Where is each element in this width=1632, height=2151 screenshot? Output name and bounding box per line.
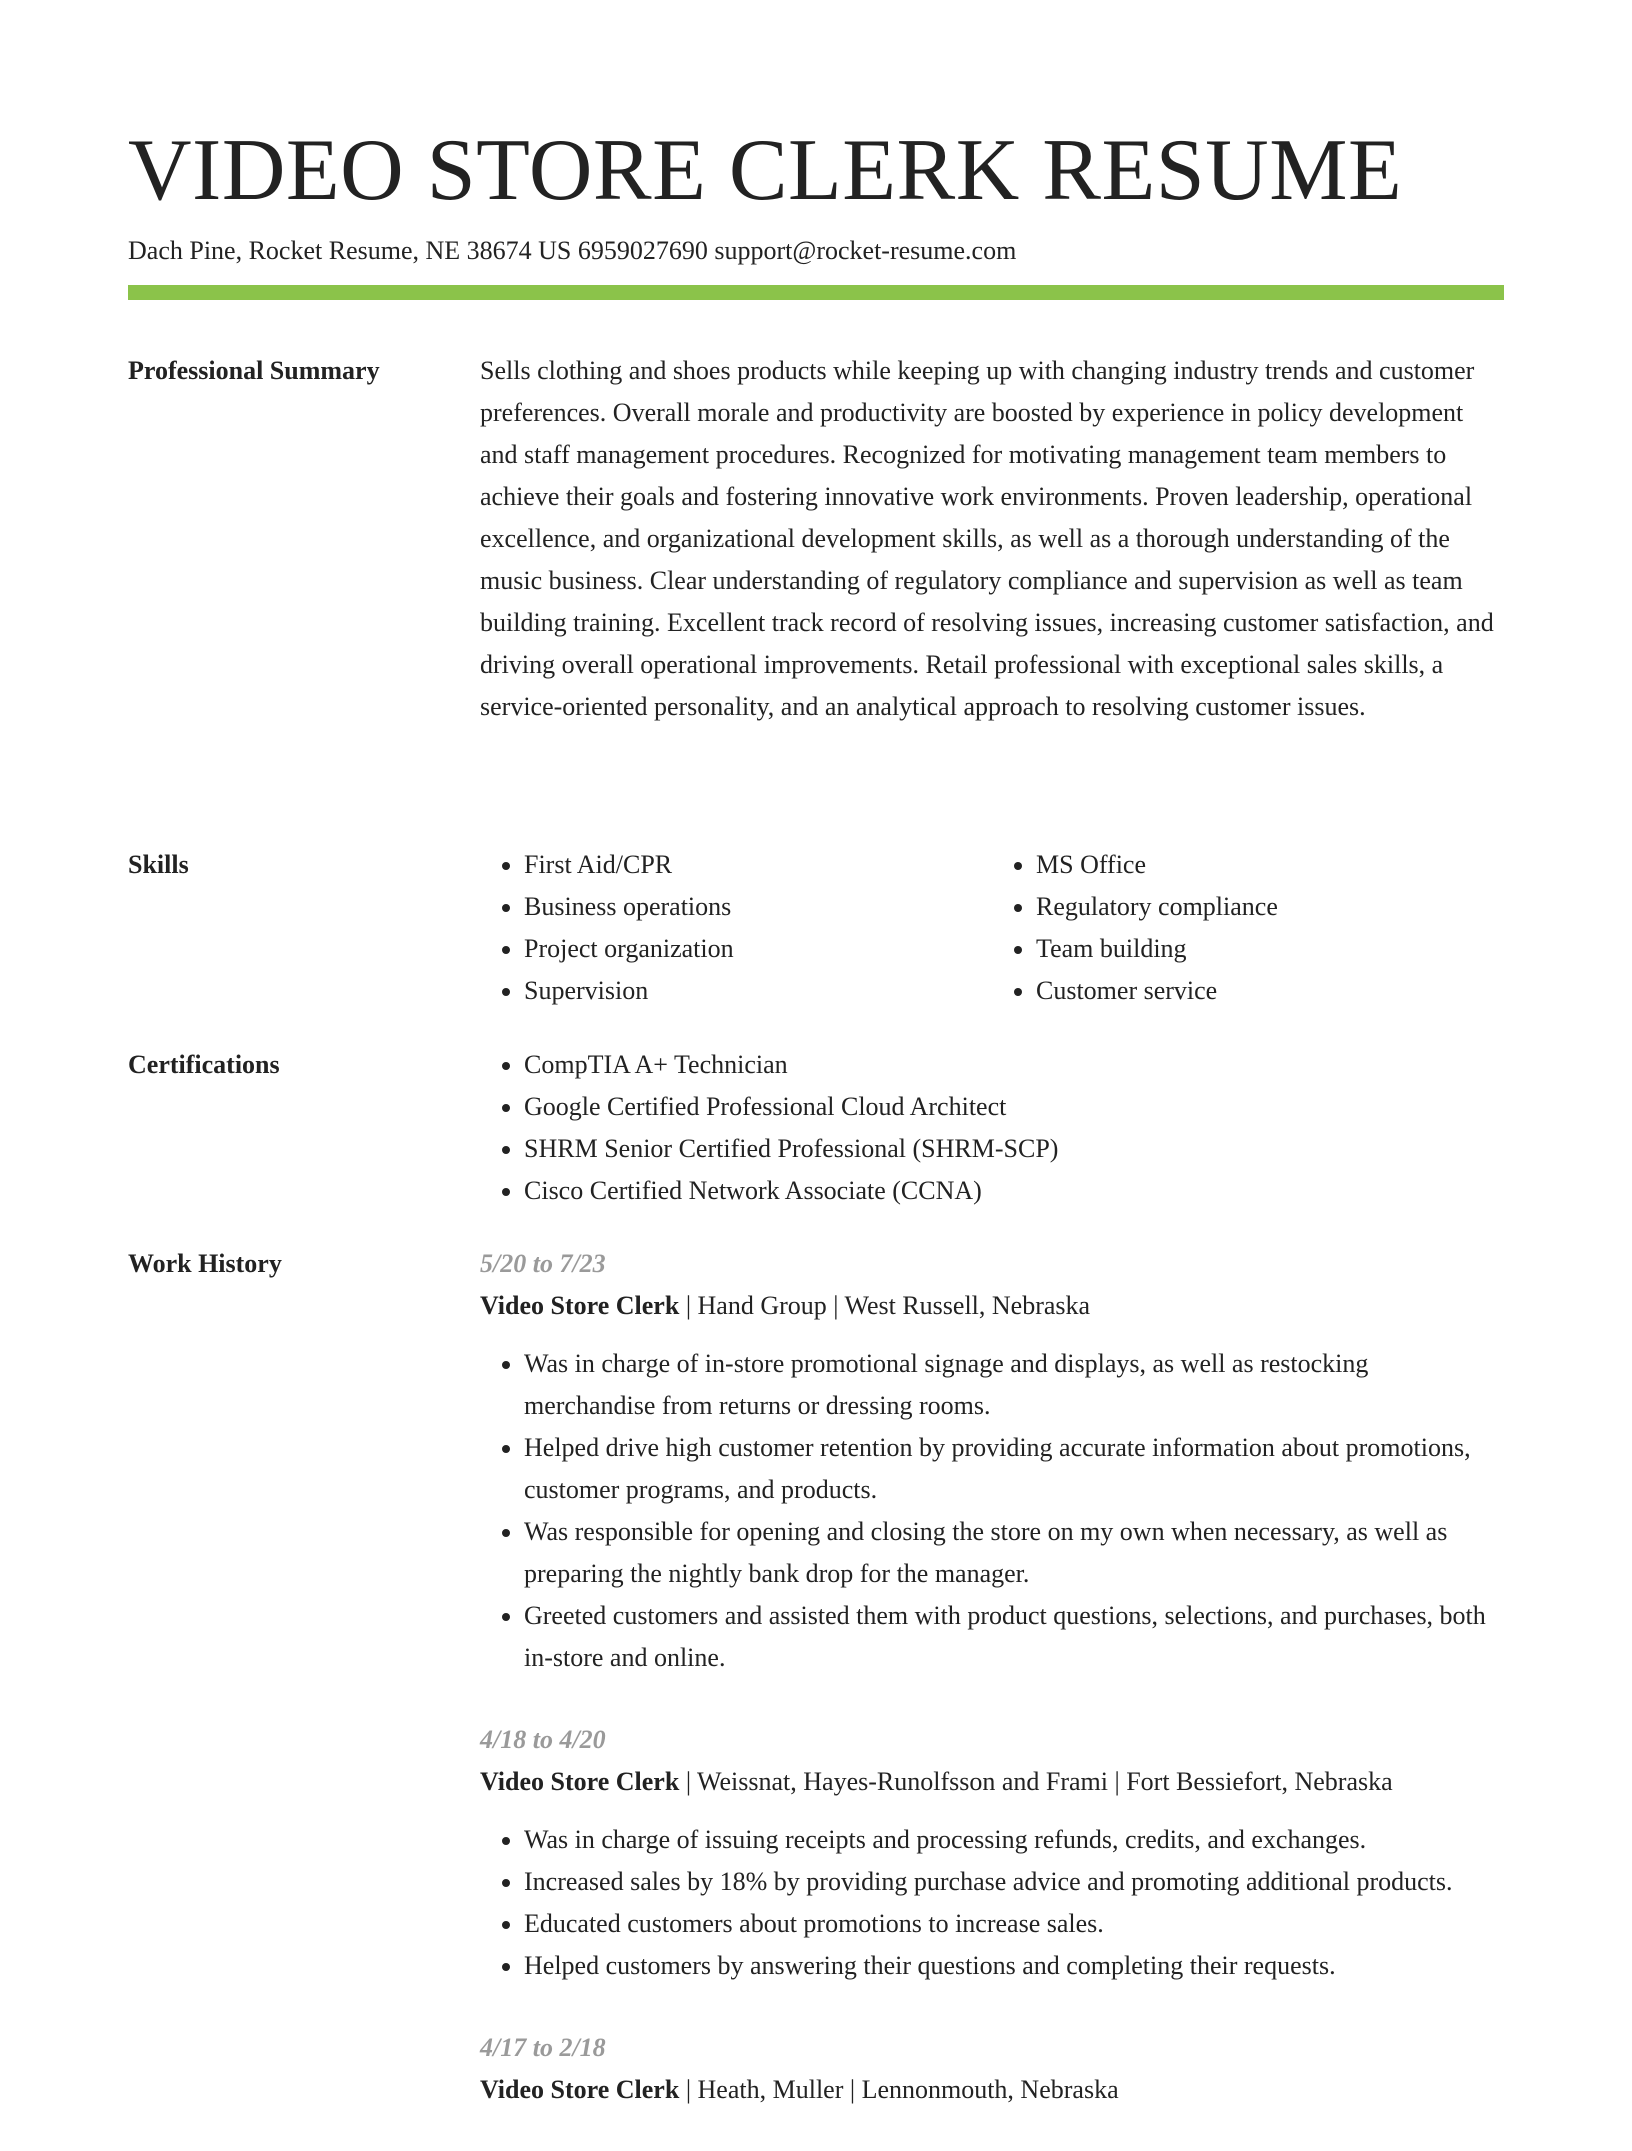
job-bullets <box>480 1819 1504 1987</box>
job-bullet: • Helped drive high customer retention by providing accurate information about promotions, customer programs, and products. <box>524 1427 1504 1511</box>
skill-item: • First Aid/CPR <box>524 844 992 886</box>
skill-item: • MS Office <box>1036 844 1504 886</box>
skill-item: • Supervision <box>524 970 992 1012</box>
job-title-line <box>480 2069 1504 2111</box>
resume-header <box>128 118 1504 300</box>
page-title: VIDEO STORE CLERK RESUME <box>128 122 1403 219</box>
certification-item: • SHRM Senior Certified Professional (SHRM-SCP) <box>524 1128 1504 1170</box>
job-details: | Heath, Muller | Lennonmouth, Nebraska <box>679 2075 1119 2104</box>
skills-heading: Skills <box>128 850 189 879</box>
skill-item: • Regulatory compliance <box>1036 886 1504 928</box>
skill-item: • Customer service <box>1036 970 1504 1012</box>
job-dates: 4/17 to 2/18 <box>480 2033 606 2062</box>
job-entry <box>480 1719 1504 1987</box>
skill-item: • Team building <box>1036 928 1504 970</box>
job-bullet: • Was in charge of issuing receipts and processing refunds, credits, and exchanges. <box>524 1819 1504 1861</box>
summary-heading: Professional Summary <box>128 356 380 385</box>
job-details: | Hand Group | West Russell, Nebraska <box>679 1291 1091 1320</box>
job-title: Video Store Clerk <box>480 1291 680 1320</box>
certification-item: • CompTIA A+ Technician <box>524 1044 1504 1086</box>
job-title-line <box>480 1285 1504 1327</box>
job-entry <box>480 1243 1504 1679</box>
job-details: | Weissnat, Hayes-Runolfsson and Frami | Fort Bessiefort, Nebraska <box>679 1767 1393 1796</box>
accent-divider <box>128 285 1504 300</box>
job-title-line <box>480 1761 1504 1803</box>
summary-text: Sells clothing and shoes products while keeping up with changing industry trends and customer preferences. Overall morale and productivity are boosted by experience in policy development and staff management procedures. Recognized for motivating management team members to achieve their goals and fostering innovative work environments. Proven leadership, operational excellence, and organizational development skills, as well as a thorough understanding of the music business. Clear understanding of regulatory compliance and supervision as well as team building training. Excellent track record of resolving issues, increasing customer satisfaction, and driving overall operational improvements. Retail professional with exceptional sales skills, a service-oriented personality, and an analytical approach to resolving customer issues. <box>480 356 1494 721</box>
certification-item: • Cisco Certified Network Associate (CCNA) <box>524 1170 1504 1212</box>
certifications-heading: Certifications <box>128 1050 280 1079</box>
contact-line: Dach Pine, Rocket Resume, NE 38674 US 6959027690 support@rocket-resume.com <box>128 236 1017 265</box>
work-history-heading: Work History <box>128 1249 282 1278</box>
skills-list-left <box>480 844 992 1012</box>
job-bullet: • Increased sales by 18% by providing purchase advice and promoting additional products. <box>524 1861 1504 1903</box>
skill-item: • Project organization <box>524 928 992 970</box>
job-bullet: • Was responsible for opening and closing the store on my own when necessary, as well as preparing the nightly bank drop for the manager. <box>524 1511 1504 1595</box>
summary-section <box>128 350 1504 728</box>
work-history-section <box>128 1243 1504 2151</box>
job-bullet: • Was in charge of in-store promotional signage and displays, as well as restocking merchandise from returns or dressing rooms. <box>524 1343 1504 1427</box>
job-bullet: • Greeted customers and assisted them with product questions, selections, and purchases, both in-store and online. <box>524 1595 1504 1679</box>
job-bullet: • Educated customers about promotions to increase sales. <box>524 1903 1504 1945</box>
job-entry <box>480 2027 1504 2111</box>
job-bullets <box>480 1343 1504 1679</box>
job-dates: 5/20 to 7/23 <box>480 1249 606 1278</box>
job-title: Video Store Clerk <box>480 2075 680 2104</box>
certifications-section <box>128 1044 1504 1212</box>
certification-item: • Google Certified Professional Cloud Architect <box>524 1086 1504 1128</box>
job-dates: 4/18 to 4/20 <box>480 1725 606 1754</box>
skills-section <box>128 844 1504 1012</box>
skills-list-right <box>992 844 1504 1012</box>
job-bullet: • Helped customers by answering their questions and completing their requests. <box>524 1945 1504 1987</box>
certifications-list <box>480 1044 1504 1212</box>
job-title: Video Store Clerk <box>480 1767 680 1796</box>
skill-item: • Business operations <box>524 886 992 928</box>
